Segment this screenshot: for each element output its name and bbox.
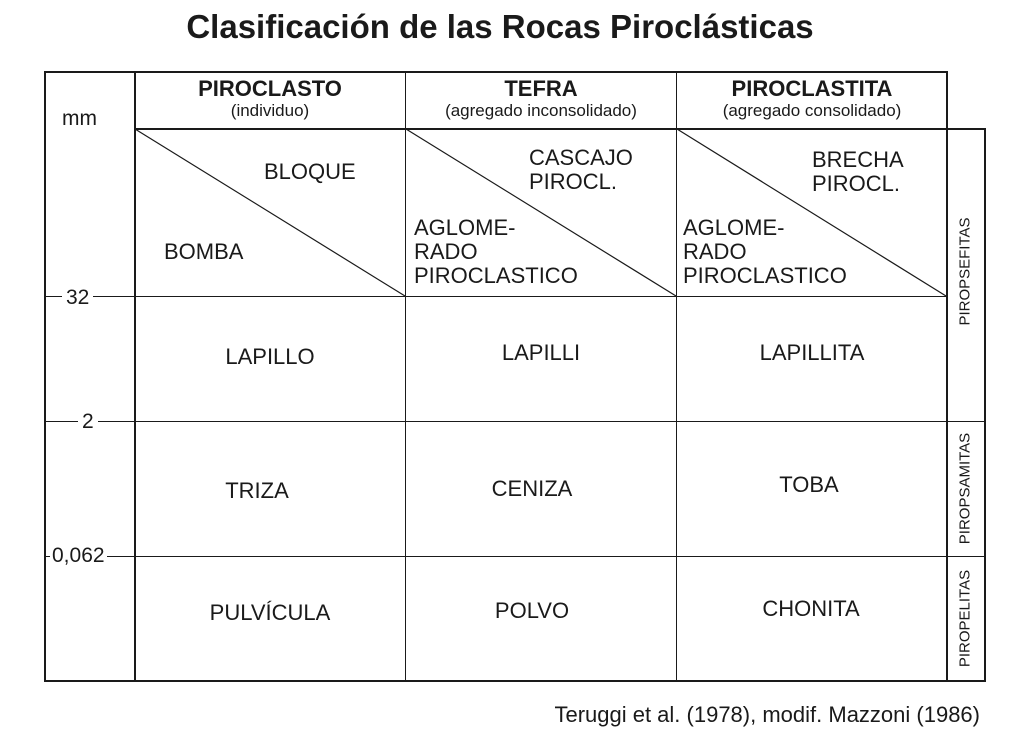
cell-chonita: CHONITA: [762, 596, 860, 621]
cell-line: PIROCL.: [812, 171, 901, 196]
side-label-piropsefitas: PIROPSEFITAS: [956, 217, 974, 326]
tick-0062: 0,062: [52, 544, 105, 567]
diagonal-piroclasto: [135, 129, 405, 296]
cell-line: BOMBA: [164, 239, 244, 264]
cell-triza: TRIZA: [225, 478, 289, 503]
coarse-lower-piroclasto: [164, 240, 243, 264]
column-subtitle: (individuo): [230, 101, 310, 120]
cell-toba: TOBA: [779, 472, 839, 497]
cell-line: AGLOME-: [414, 215, 516, 240]
cell-lapillita: LAPILLITA: [759, 340, 865, 365]
cell-line: RADO: [414, 239, 478, 264]
cell-line: PIROCL.: [529, 169, 618, 194]
cell-line: PIROCLASTICO: [683, 263, 847, 288]
column-title: TEFRA: [504, 76, 578, 101]
unit-label: mm: [62, 107, 97, 130]
coarse-upper-tefra: [529, 146, 633, 194]
column-title: PIROCLASTO: [198, 76, 342, 101]
cell-pulvicula: PULVÍCULA: [209, 600, 331, 625]
coarse-upper-piroclasto: [264, 160, 356, 184]
diagram-title: Clasificación de las Rocas Piroclásticas: [186, 8, 814, 45]
coarse-lower-piroclastita: [683, 216, 847, 288]
column-title: PIROCLASTITA: [731, 76, 893, 101]
cell-ceniza: CENIZA: [491, 476, 573, 501]
cell-line: PIROCLASTICO: [414, 263, 578, 288]
cell-lapillo: LAPILLO: [225, 344, 315, 369]
cell-line: RADO: [683, 239, 747, 264]
cell-line: AGLOME-: [683, 215, 785, 240]
cell-line: BLOQUE: [264, 159, 356, 184]
cell-polvo: POLVO: [494, 598, 570, 623]
column-subtitle: (agregado inconsolidado): [445, 101, 637, 120]
cell-line: BRECHA: [812, 147, 904, 172]
column-header-piroclastita: [678, 77, 946, 121]
column-header-tefra: [407, 77, 675, 121]
coarse-upper-piroclastita: [812, 148, 904, 196]
coarse-lower-tefra: [414, 216, 578, 288]
tick-2: 2: [78, 411, 98, 433]
cell-lapilli: LAPILLI: [501, 340, 581, 365]
column-subtitle: (agregado consolidado): [722, 101, 902, 120]
column-header-piroclasto: [136, 77, 404, 121]
source-citation: Teruggi et al. (1978), modif. Mazzoni (1986): [554, 702, 980, 727]
tick-32: 32: [62, 287, 93, 309]
cell-line: CASCAJO: [529, 145, 633, 170]
side-label-piropsamitas: PIROPSAMITAS: [956, 432, 974, 545]
side-label-piropelitas: PIROPELITAS: [956, 569, 974, 668]
